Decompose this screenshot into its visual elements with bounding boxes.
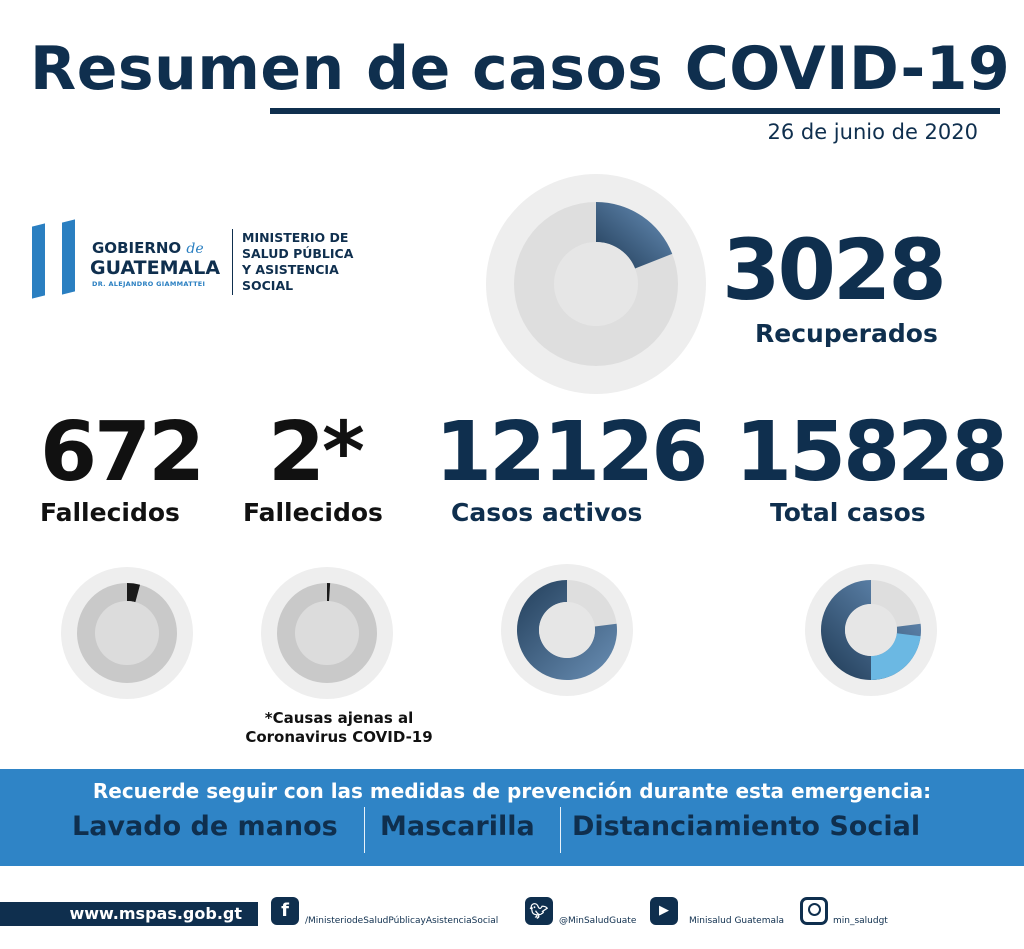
prevention-measures <box>0 807 1024 853</box>
prevention-message: Recuerde seguir con las medidas de prevención durante esta emergencia: <box>92 779 932 803</box>
logo-ministry: MINISTERIO DE SALUD PÚBLICA Y ASISTENCIA SOCIAL <box>242 230 354 293</box>
deaths-ring <box>59 565 195 701</box>
deaths-value: 672 <box>40 405 203 500</box>
recovered-label: Recuperados <box>755 319 938 348</box>
title-underline <box>270 108 1000 114</box>
deaths-other-label: Fallecidos <box>243 498 383 527</box>
deaths-label: Fallecidos <box>40 498 180 527</box>
footnote-line-1: *Causas ajenas al <box>264 709 414 727</box>
instagram-handle[interactable]: min_saludgt <box>833 916 888 926</box>
active-ring <box>499 562 635 698</box>
recovered-ring <box>482 170 710 398</box>
government-logo <box>30 215 390 305</box>
facebook-handle[interactable]: /MinisteriodeSaludPúblicayAsistenciaSocial <box>305 916 499 926</box>
logo-gobierno: GOBIERNO de <box>92 239 204 257</box>
youtube-handle[interactable]: Minisalud Guatemala <box>689 916 785 926</box>
prevention-banner <box>0 769 1024 866</box>
instagram-icon[interactable] <box>800 897 828 925</box>
ring-hole <box>845 604 897 656</box>
measure-divider <box>364 807 365 853</box>
deaths-other-ring <box>259 565 395 701</box>
instagram-lens <box>808 903 821 916</box>
measure-divider <box>560 807 561 853</box>
website-link[interactable] <box>0 902 258 926</box>
ring-hole <box>95 601 159 665</box>
report-date: 26 de junio de 2020 <box>767 120 978 144</box>
recovered-value: 3028 <box>722 221 944 319</box>
logo-guatemala: GUATEMALA <box>90 257 221 279</box>
logo-stripe-2 <box>62 219 75 294</box>
logo-president: DR. ALEJANDRO GIAMMATTEI <box>92 280 206 288</box>
measure-distancing: Distanciamiento Social <box>572 811 921 842</box>
measure-mask: Mascarilla <box>380 811 535 842</box>
deaths-other-value: 2* <box>268 405 362 500</box>
footnote-line-2: Coronavirus COVID-19 <box>245 728 433 746</box>
logo-divider <box>232 229 233 295</box>
page-title: Resumen de casos COVID-19 <box>30 34 1011 104</box>
total-label: Total casos <box>770 498 926 527</box>
active-label: Casos activos <box>451 498 643 527</box>
ring-hole <box>539 602 595 658</box>
logo-stripe-1 <box>32 223 45 298</box>
active-value: 12126 <box>435 405 706 500</box>
ring-hole <box>295 601 359 665</box>
measure-handwashing: Lavado de manos <box>72 811 338 842</box>
ring-hole <box>554 242 638 326</box>
facebook-icon[interactable]: f <box>271 897 299 925</box>
total-value: 15828 <box>735 405 1006 500</box>
youtube-icon[interactable]: ▶ <box>650 897 678 925</box>
website-url[interactable]: www.mspas.gob.gt <box>69 904 242 923</box>
twitter-handle[interactable]: @MinSaludGuate <box>559 916 637 926</box>
footnote <box>214 709 464 747</box>
twitter-icon[interactable]: 🐦︎ <box>525 897 553 925</box>
total-ring <box>803 562 939 698</box>
